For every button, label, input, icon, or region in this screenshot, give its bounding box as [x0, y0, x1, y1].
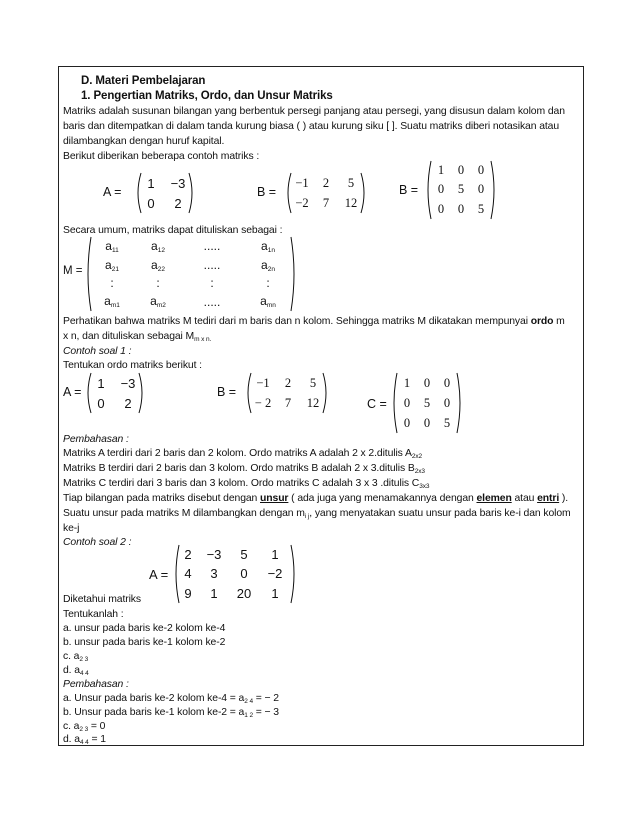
text-segment: = − 3	[252, 707, 279, 718]
term-entri: entri	[537, 493, 560, 504]
contoh2-item	[63, 622, 225, 635]
para1-line: baris dan ditempatkan di dalam tanda kurung biasa ( ) atau kurung siku [ ]. Suatu matriks diberi notasikan atau	[63, 121, 560, 132]
matrix-cell: 5	[477, 201, 485, 216]
subscript: 2 4	[244, 698, 253, 705]
pembahasan2-line	[63, 733, 106, 749]
matrix-cell: 1	[403, 375, 411, 390]
matrix-cell: −1	[256, 375, 270, 390]
matrix-cell: :	[156, 276, 160, 291]
matrix-label: B =	[399, 183, 419, 197]
text-segment: atau	[511, 493, 538, 504]
text-segment: d. a	[63, 734, 80, 745]
subscript: 2 3	[79, 726, 89, 733]
matrix-cell: 2	[322, 175, 330, 190]
subscript: 2 3	[79, 656, 89, 663]
term-ordo: ordo	[530, 316, 554, 327]
matrix-a	[139, 173, 193, 213]
subscript: 4 4	[79, 739, 89, 746]
matrix-cell: .....	[203, 294, 221, 309]
text-segment: = 1	[88, 734, 106, 745]
text-segment: Matriks C terdiri dari 3 baris dan 3 kolom. Ordo matriks C adalah 3 x 3 .ditulis C	[63, 478, 420, 489]
matrix-cell: :	[266, 276, 270, 291]
term-elemen: elemen	[476, 493, 512, 504]
subscript: i j	[304, 513, 310, 520]
matrix-b-3x3	[431, 161, 491, 219]
text-segment: Suatu unsur pada matriks M dilambangkan dengan m	[63, 508, 305, 519]
subscript: m x n.	[194, 336, 212, 343]
matrix-cell: $a_{1n}$	[261, 238, 275, 254]
matrix-cell: 0	[443, 375, 451, 390]
matrix-cell: $a_{2n}$	[261, 257, 275, 273]
subscript: 4 4	[79, 670, 89, 677]
matrix-label: A =	[149, 567, 169, 582]
para2-line2	[63, 330, 211, 346]
matrix-cell: 5	[457, 182, 465, 197]
subscript: 2x3	[414, 468, 425, 475]
text-segment: x n, dan dituliskan sebagai M	[63, 331, 195, 342]
matrix-cell: 2	[124, 395, 132, 411]
matrix-cell: $a_{11}$	[105, 238, 119, 254]
matrix-cell: 0	[457, 163, 465, 178]
matrix-cell: 1	[147, 175, 155, 191]
matrix-cell: :	[210, 276, 214, 291]
matrix-cell: 20	[236, 585, 252, 601]
matrix-b	[289, 173, 365, 213]
para3-line2	[63, 507, 571, 523]
matrix-cell: −2	[267, 566, 283, 582]
general-intro: Secara umum, matriks dapat dituliskan sebagai :	[63, 225, 283, 236]
text-segment: c. a	[63, 721, 80, 732]
matrix-label: B =	[217, 385, 237, 399]
text-segment: = 0	[88, 721, 106, 732]
text-segment: d. a	[63, 665, 80, 676]
matrix-cell: 0	[477, 182, 485, 197]
text-segment: = − 2	[252, 693, 279, 704]
text-segment: ( ada juga yang menamakannya dengan	[288, 493, 477, 504]
matrix-cell: 12	[306, 395, 320, 410]
matrix-m	[89, 237, 293, 311]
text-segment: Perhatikan bahwa matriks M tediri dari m baris dan n kolom. Sehingga matriks M dikatakan mempunyai	[63, 316, 531, 327]
para3-line3: ke-j	[63, 523, 80, 534]
matrix-cell: 3	[210, 566, 218, 582]
matrix-cell: 5	[443, 415, 451, 430]
text-segment: b. Unsur pada baris ke-1 kolom ke-2 = a	[63, 707, 245, 718]
matrix-cell: 2	[284, 375, 292, 390]
matrix-cell: 1	[210, 585, 218, 601]
matrix-cell: 0	[423, 375, 431, 390]
subsection-heading: 1. Pengertian Matriks, Ordo, dan Unsur Matriks	[81, 90, 333, 102]
matrix-cell: 2	[184, 547, 192, 563]
para3-line1	[63, 492, 568, 505]
matrix-cell: 0	[477, 163, 485, 178]
text-segment: Matriks B terdiri dari 2 baris dan 3 kolom. Ordo matriks B adalah 2 x 3.ditulis B	[63, 463, 415, 474]
matrix-cell: 0	[97, 395, 105, 411]
pembahasan2-title: Pembahasan :	[63, 679, 129, 690]
text-segment: m	[553, 316, 565, 327]
para1-line: Matriks adalah susunan bilangan yang berbentuk persegi panjang atau persegi, yang disusun dalam kolom dan	[63, 106, 565, 117]
contoh1-matrix-a	[89, 373, 143, 413]
matrix-cell: −1	[295, 175, 309, 190]
matrix-cell: 12	[344, 195, 358, 210]
section-heading: D. Materi Pembelajaran	[81, 75, 206, 87]
matrix-label: B =	[257, 185, 277, 199]
contoh1-matrix-c	[397, 373, 457, 433]
matrix-cell: 0	[457, 201, 465, 216]
subscript: 3x3	[419, 483, 430, 490]
matrix-cell: $a_{mn}$	[260, 294, 276, 310]
matrix-cell: $a_{m2}$	[150, 294, 166, 310]
matrix-cell: 0	[403, 395, 411, 410]
subscript: 2x2	[411, 453, 422, 460]
matrix-cell: − 2	[254, 395, 272, 410]
matrix-cell: −3	[120, 375, 136, 391]
matrix-label: M =	[63, 265, 83, 277]
matrix-cell: 0	[403, 415, 411, 430]
text-segment: , yang menyatakan suatu unsur pada baris ke-i dan kolom	[309, 508, 571, 519]
matrix-cell: 0	[423, 415, 431, 430]
pembahasan1-title: Pembahasan :	[63, 434, 129, 445]
matrix-label: A =	[63, 385, 82, 399]
subscript: 1 2	[244, 712, 253, 719]
contoh1-title: Contoh soal 1 :	[63, 346, 132, 357]
matrix-cell: 5	[309, 375, 317, 390]
text-segment: a. Unsur pada baris ke-2 kolom ke-4 = a	[63, 693, 245, 704]
contoh1-task: Tentukan ordo matriks berikut :	[63, 360, 202, 371]
matrix-cell: $a_{22}$	[151, 257, 165, 273]
matrix-cell: 0	[240, 566, 248, 582]
matrix-cell: −2	[295, 195, 309, 210]
matrix-cell: 1	[271, 547, 279, 563]
matrix-cell: 4	[184, 566, 192, 582]
text-segment: ).	[559, 493, 569, 504]
matrix-cell: 1	[437, 163, 445, 178]
matrix-cell: 0	[147, 195, 155, 211]
matrix-cell: 9	[184, 585, 192, 601]
matrix-cell: 7	[284, 395, 292, 410]
text-segment: Tiap bilangan pada matriks disebut dengan	[63, 493, 261, 504]
matrix-cell: −3	[206, 547, 222, 563]
para1-line: dilambangkan dengan huruf kapital.	[63, 136, 225, 147]
term-unsur: unsur	[260, 493, 289, 504]
contoh1-matrix-b	[249, 373, 327, 413]
matrix-cell: 5	[423, 395, 431, 410]
matrix-cell: .....	[203, 258, 221, 273]
text-segment: a. unsur pada baris ke-2 kolom ke-4	[63, 623, 226, 634]
matrix-cell: 5	[240, 547, 248, 563]
contoh2-item	[63, 636, 225, 649]
text-segment: c. a	[63, 651, 80, 662]
examples-intro: Berikut diberikan beberapa contoh matriks :	[63, 151, 260, 162]
text-segment: b. unsur pada baris ke-1 kolom ke-2	[63, 637, 226, 648]
pembahasan1-line	[63, 462, 425, 478]
matrix-cell: 1	[97, 375, 105, 391]
matrix-label: C =	[367, 397, 387, 411]
matrix-cell: 5	[347, 175, 355, 190]
contoh2-matrix-a	[177, 545, 291, 603]
para2-line1	[63, 315, 565, 328]
matrix-cell: 0	[437, 201, 445, 216]
matrix-cell: 7	[322, 195, 330, 210]
matrix-cell: $a_{m1}$	[104, 294, 120, 310]
matrix-cell: 0	[443, 395, 451, 410]
contoh2-given: Diketahui matriks	[63, 594, 141, 605]
text-segment: Matriks A terdiri dari 2 baris dan 2 kolom. Ordo matriks A adalah 2 x 2.ditulis A	[63, 448, 412, 459]
matrix-cell: 0	[437, 182, 445, 197]
matrix-cell: $a_{12}$	[151, 238, 165, 254]
pembahasan1-line	[63, 477, 429, 493]
matrix-cell: 2	[174, 195, 182, 211]
matrix-label: A =	[103, 185, 122, 199]
matrix-cell: .....	[203, 239, 221, 254]
matrix-cell: 1	[271, 585, 279, 601]
matrix-cell: −3	[170, 175, 186, 191]
contoh2-task: Tentukanlah :	[63, 609, 124, 620]
matrix-cell: $a_{21}$	[105, 257, 119, 273]
content-box	[58, 66, 584, 746]
contoh2-title: Contoh soal 2 :	[63, 537, 132, 548]
pembahasan1-line	[63, 447, 422, 463]
matrix-cell: :	[110, 276, 114, 291]
